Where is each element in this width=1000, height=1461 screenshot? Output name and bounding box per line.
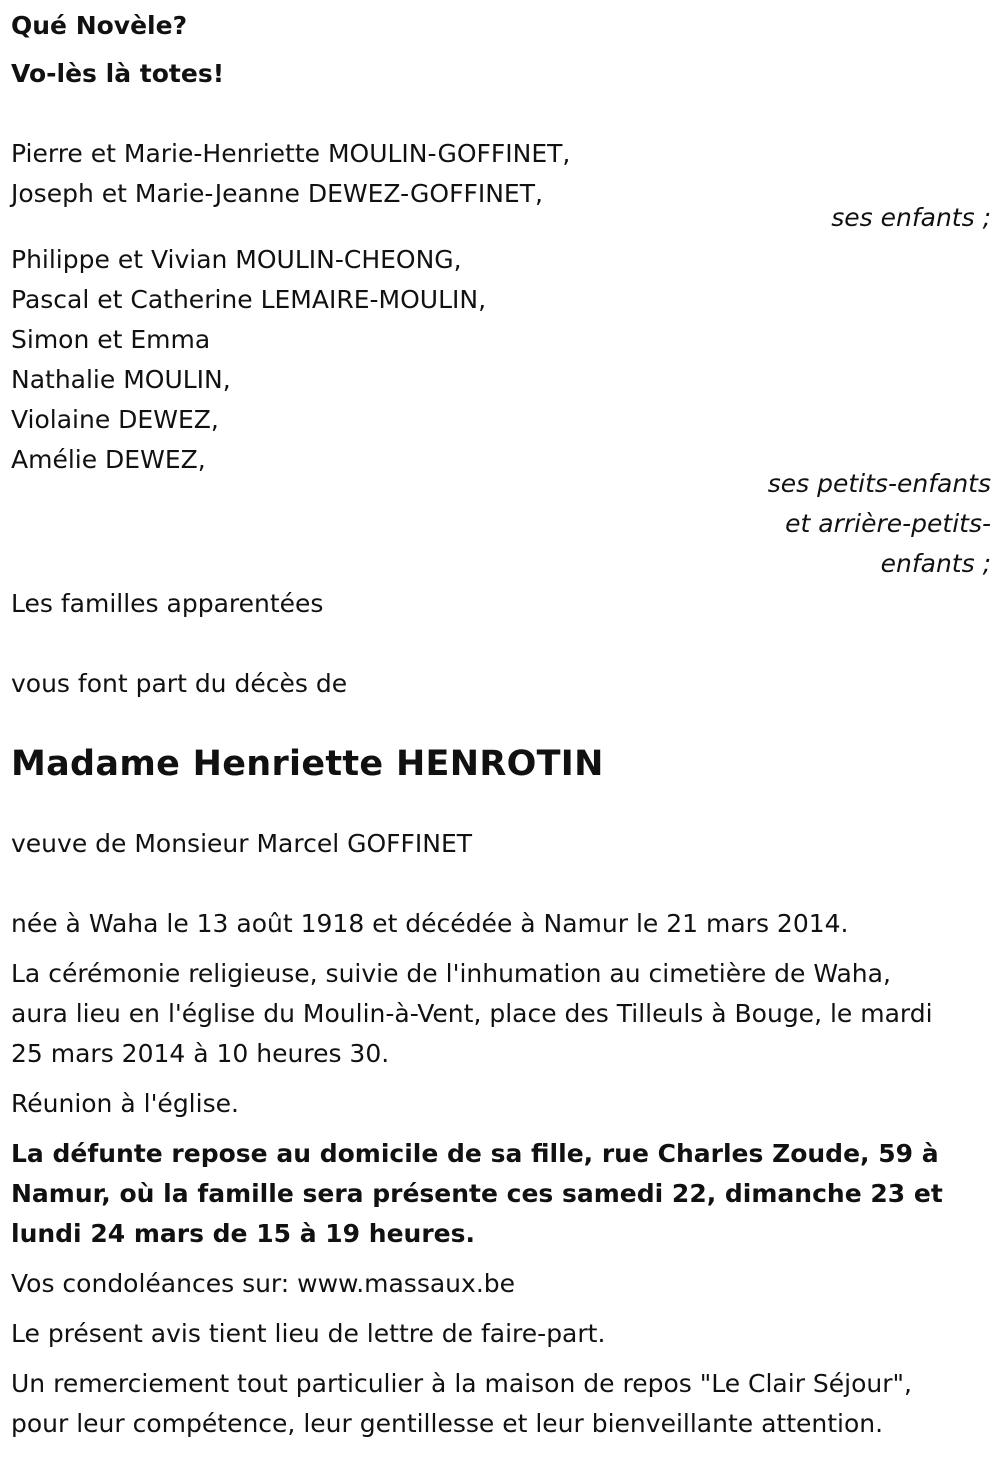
obituary-notice (11, 6, 991, 1444)
announce-line: vous font part du décès de (11, 669, 348, 698)
thanks-line: pour leur compétence, leur gentillesse et leur bienveillante attention. (11, 1409, 884, 1438)
grandchild-name: Nathalie MOULIN, (11, 365, 231, 394)
grandchild-name: Amélie DEWEZ, (11, 445, 206, 474)
grandchildren-role: et arrière-petits- (785, 509, 991, 538)
grandchild-name: Simon et Emma (11, 325, 211, 354)
ceremony-line: aura lieu en l'église du Moulin-à-Vent, place des Tilleuls à Bouge, le mardi (11, 999, 933, 1028)
ceremony-line: 25 mars 2014 à 10 heures 30. (11, 1039, 390, 1068)
deceased-name: Madame Henriette HENROTIN (11, 744, 604, 784)
grandchildren-role: enfants ; (880, 549, 991, 578)
visitation-line: lundi 24 mars de 15 à 19 heures. (11, 1219, 475, 1248)
families-line: Les familles apparentées (11, 589, 324, 618)
child-name: Joseph et Marie-Jeanne DEWEZ-GOFFINET, (11, 179, 543, 208)
visitation-line: La défunte repose au domicile de sa fille, rue Charles Zoude, 59 à (11, 1139, 939, 1168)
grandchild-name: Violaine DEWEZ, (11, 405, 219, 434)
visitation-line: Namur, où la famille sera présente ces samedi 22, dimanche 23 et (11, 1179, 943, 1208)
notice-line: Le présent avis tient lieu de lettre de faire-part. (11, 1319, 606, 1348)
ceremony-line: La cérémonie religieuse, suivie de l'inhumation au cimetière de Waha, (11, 959, 891, 988)
child-name: Pierre et Marie-Henriette MOULIN-GOFFINET, (11, 139, 571, 168)
meeting-line: Réunion à l'église. (11, 1089, 239, 1118)
header-line-2: Vo-lès là totes! (11, 59, 225, 88)
ceremony-paragraph (11, 954, 991, 1074)
grandchild-name: Pascal et Catherine LEMAIRE-MOULIN, (11, 285, 487, 314)
widow-of-line: veuve de Monsieur Marcel GOFFINET (11, 829, 473, 858)
grandchildren-block (11, 240, 991, 584)
header-line-1: Qué Novèle? (11, 11, 188, 40)
children-role: ses enfants ; (831, 203, 991, 232)
children-block (11, 134, 991, 238)
grandchildren-role: ses petits-enfants (767, 469, 991, 498)
thanks-line: Un remerciement tout particulier à la maison de repos "Le Clair Séjour", (11, 1369, 912, 1398)
grandchild-name: Philippe et Vivian MOULIN-CHEONG, (11, 245, 462, 274)
birth-death-line: née à Waha le 13 août 1918 et décédée à Namur le 21 mars 2014. (11, 909, 849, 938)
condolences-line: Vos condoléances sur: www.massaux.be (11, 1269, 516, 1298)
thanks-paragraph (11, 1364, 991, 1444)
visitation-paragraph (11, 1134, 991, 1254)
